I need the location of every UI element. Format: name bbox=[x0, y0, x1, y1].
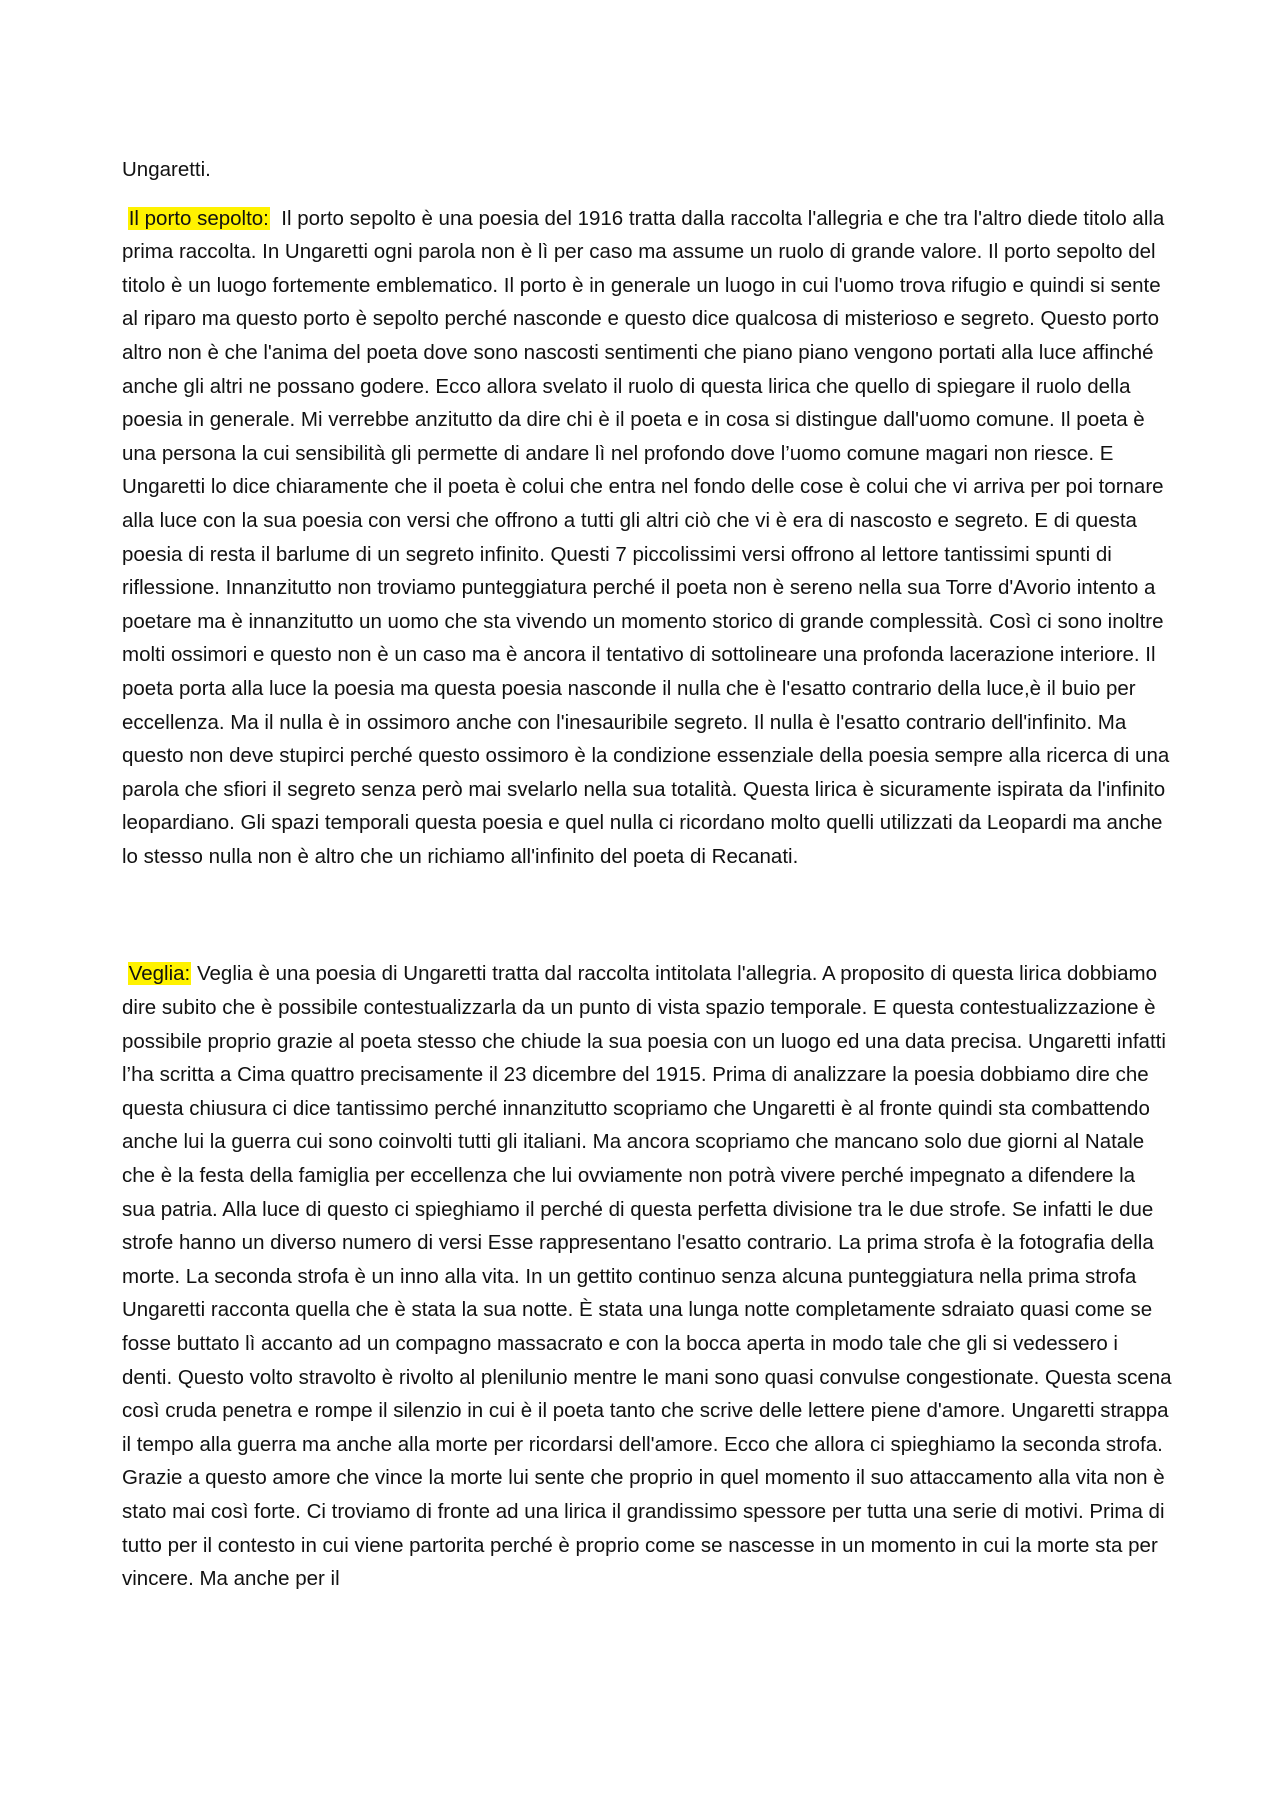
section-body: Il porto sepolto è una poesia del 1916 tratta dalla raccolta l'allegria e che tra l'altro diede titolo alla prima raccolta. In Ungaretti ogni parola non è lì per caso ma assume un ruolo di grande valore. Il porto sepolto del titolo è un luogo fortemente emblematico. Il porto è in generale un luogo in cui l'uomo trova rifugio e quindi si sente al riparo ma questo porto è sepolto perché nasconde e questo dice qualcosa di misterioso e segreto. Questo porto altro non è che l'anima del poeta dove sono nascosti sentimenti che piano piano vengono portati alla luce affinché anche gli altri ne possano godere. Ecco allora svelato il ruolo di questa lirica che quello di spiegare il ruolo della poesia in generale. Mi verrebbe anzitutto da dire chi è il poeta e in cosa si distingue dall'uomo comune. Il poeta è una persona la cui sensibilità gli permette di andare lì nel profondo dove l’uomo comune magari non riesce. E Ungaretti lo dice chiaramente che il poeta è colui che entra nel fondo delle cose è colui che vi arriva per poi tornare alla luce con la sua poesia con versi che offrono a tutti gli altri ciò che vi è era di nascosto e segreto. E di questa poesia di resta il barlume di un segreto infinito. Questi 7 piccolissimi versi offrono al lettore tantissimi spunti di riflessione. Innanzitutto non troviamo punteggiatura perché il poeta non è sereno nella sua Torre d'Avorio intento a poetare ma è innanzitutto un uomo che sta vivendo un momento storico di grande complessità. Così ci sono inoltre molti ossimori e questo non è un caso ma è ancora il tentativo di sottolineare una profonda lacerazione interiore. Il poeta porta alla luce la poesia ma questa poesia nasconde il nulla che è l'esatto contrario della luce,è il buio per eccellenza. Ma il nulla è in ossimoro anche con l'inesauribile segreto. Il nulla è l'esatto contrario dell'infinito. Ma questo non deve stupirci perché questo ossimoro è la condizione essenziale della poesia sempre alla ricerca di una parola che sfiori il segreto senza però mai svelarlo nella sua totalità. Questa lirica è sicuramente ispirata da l'infinito leopardiano. Gli spazi temporali questa poesia e quel nulla ci ricordano molto quelli utilizzati da Leopardi ma anche lo stesso nulla non è altro che un richiamo all'infinito del poeta di Recanati. bbox=[122, 206, 1170, 868]
section-body: Veglia è una poesia di Ungaretti tratta dal raccolta intitolata l'allegria. A proposito di questa lirica dobbiamo dire subito che è possibile contestualizzarla da un punto di vista spazio temporale. E questa contestualizzazione è possibile proprio grazie al poeta stesso che chiude la sua poesia con un luogo ed una data precisa. Ungaretti infatti l’ha scritta a Cima quattro precisamente il 23 dicembre del 1915. Prima di analizzare la poesia dobbiamo dire che questa chiusura ci dice tantissimo perché innanzitutto scopriamo che Ungaretti è al fronte quindi sta combattendo anche lui la guerra cui sono coinvolti tutti gli italiani. Ma ancora scopriamo che mancano solo due giorni al Natale che è la festa della famiglia per eccellenza che lui ovviamente non potrà vivere perché impegnato a difendere la sua patria. Alla luce di questo ci spieghiamo il perché di questa perfetta divisione tra le due strofe. Se infatti le due strofe hanno un diverso numero di versi Esse rappresentano l'esatto contrario. La prima strofa è la fotografia della morte. La seconda strofa è un inno alla vita. In un gettito continuo senza alcuna punteggiatura nella prima strofa Ungaretti racconta quella che è stata la sua notte. È stata una lunga notte completamente sdraiato quasi come se fosse buttato lì accanto ad un compagno massacrato e con la bocca aperta in modo tale che gli si vedessero i denti. Questo volto stravolto è rivolto al plenilunio mentre le mani sono quasi convulse congestionate. Questa scena così cruda penetra e rompe il silenzio in cui è il poeta tanto che scrive delle lettere piene d'amore. Ungaretti strappa il tempo alla guerra ma anche alla morte per ricordarsi dell'amore. Ecco che allora ci spieghiamo la seconda strofa. Grazie a questo amore che vince la morte lui sente che proprio in quel momento il suo attaccamento alla vita non è stato mai così forte. Ci troviamo di fronte ad una lirica il grandissimo spessore per tutta una serie di motivi. Prima di tutto per il contesto in cui viene partorita perché è proprio come se nascesse in un momento in cui la morte sta per vincere. Ma anche per il bbox=[122, 962, 1172, 1591]
section-porto-sepolto bbox=[122, 202, 1172, 874]
document-content bbox=[122, 153, 1172, 1596]
section-heading-highlight: Il porto sepolto: bbox=[128, 206, 269, 230]
document-title: Ungaretti. bbox=[122, 158, 211, 181]
section-veglia bbox=[122, 957, 1172, 1595]
section-heading-highlight: Veglia: bbox=[128, 962, 191, 986]
